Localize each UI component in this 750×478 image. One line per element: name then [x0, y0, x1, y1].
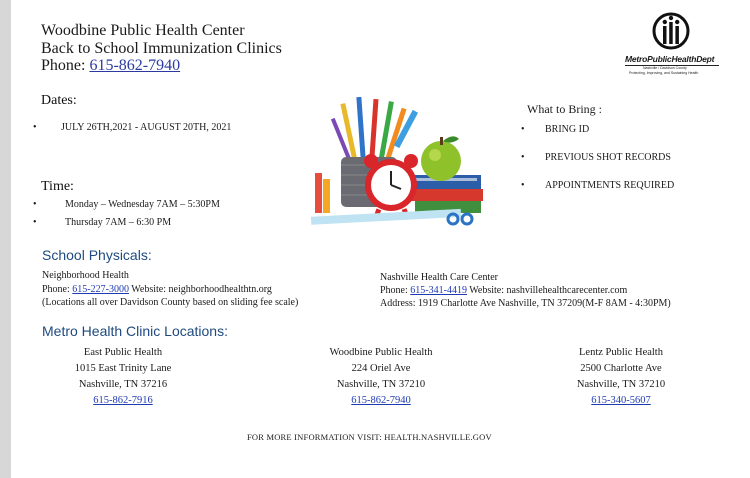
crayon-icon — [323, 179, 330, 213]
metro-health-logo — [621, 12, 721, 82]
metro-health-logo-icon — [651, 12, 691, 50]
physicals-left-name: Neighborhood Health — [42, 270, 129, 281]
crayon-icon — [315, 173, 322, 213]
time-item: Thursday 7AM – 6:30 PM — [65, 217, 172, 228]
clinic-street: 1015 East Trinity Lane — [74, 363, 172, 374]
flyer-page — [11, 0, 750, 478]
clinic-name: Woodbine Public Health — [329, 347, 433, 358]
physicals-left-note: (Locations all over Davidson County based on sliding fee scale) — [42, 297, 299, 308]
physicals-right-phone-link[interactable]: 615-341-4419 — [410, 285, 467, 296]
header-phone — [41, 57, 180, 75]
clinic-card-east — [33, 345, 213, 409]
dates-heading: Dates: — [41, 93, 77, 108]
clinic-city: Nashville, TN 37216 — [78, 379, 168, 390]
bring-item: PREVIOUS SHOT RECORDS — [545, 152, 671, 163]
clinic-card-woodbine — [291, 345, 471, 409]
physicals-left-website: Website: neighborhoodhealthtn.org — [131, 284, 272, 295]
physicals-right-address: Address: 1919 Charlotte Ave Nashville, TN 37209(M-F 8AM - 4:30PM) — [380, 298, 671, 309]
physicals-left-phone-label: Phone: — [42, 284, 70, 295]
header-title-line1: Woodbine Public Health Center — [41, 22, 245, 39]
physicals-right-contact — [380, 285, 627, 297]
logo-sub2: Protecting, Improving, and Sustaining Health — [629, 71, 699, 75]
clinic-name: East Public Health — [83, 347, 163, 358]
school-supplies-illustration — [303, 95, 488, 230]
time-bullet: • — [33, 217, 37, 228]
time-bullet: • — [33, 199, 37, 210]
dates-bullet: • — [33, 122, 37, 133]
clinic-phone-link[interactable]: 615-340-5607 — [591, 395, 651, 406]
logo-name: MetroPublicHealthDept — [625, 54, 715, 64]
time-heading: Time: — [41, 179, 74, 194]
bring-item: BRING ID — [545, 124, 590, 135]
clinic-street: 224 Oriel Ave — [351, 363, 411, 374]
clinic-city: Nashville, TN 37210 — [576, 379, 666, 390]
clinic-street: 2500 Charlotte Ave — [580, 363, 662, 374]
clinics-heading: Metro Health Clinic Locations: — [42, 323, 228, 339]
pencils-icon — [331, 97, 418, 163]
physicals-heading: School Physicals: — [42, 247, 152, 263]
header-title-line2: Back to School Immunization Clinics — [41, 40, 282, 57]
clinic-name: Lentz Public Health — [579, 347, 663, 358]
book-icon — [411, 189, 483, 201]
bring-bullet: • — [521, 152, 525, 163]
dates-item: JULY 26TH,2021 - AUGUST 20TH, 2021 — [61, 122, 232, 133]
time-item: Monday – Wednesday 7AM – 5:30PM — [65, 199, 220, 210]
header-phone-label: Phone: — [41, 57, 86, 74]
scissors-icon — [448, 214, 458, 224]
physicals-right-website: Website: nashvillehealthcarecenter.com — [469, 285, 628, 296]
physicals-left-phone-link[interactable]: 615-227-3000 — [72, 284, 129, 295]
physicals-right-phone-label: Phone: — [380, 285, 408, 296]
clinic-phone-link[interactable]: 615-862-7916 — [93, 395, 153, 406]
bring-bullet: • — [521, 124, 525, 135]
bring-item: APPOINTMENTS REQUIRED — [545, 180, 675, 191]
clinic-phone-link[interactable]: 615-862-7940 — [351, 395, 411, 406]
bring-bullet: • — [521, 180, 525, 191]
apple-icon — [421, 141, 461, 181]
clinic-card-lentz — [531, 345, 711, 409]
ruler-icon — [311, 209, 461, 225]
header-phone-link[interactable]: 615-862-7940 — [89, 57, 181, 74]
physicals-left-contact — [42, 284, 272, 296]
bring-heading: What to Bring : — [527, 102, 602, 116]
logo-sub1: Nashville / Davidson County — [643, 66, 687, 70]
footer-info: FOR MORE INFORMATION VISIT: HEALTH.NASHVILLE.GOV — [247, 432, 492, 442]
physicals-right-name: Nashville Health Care Center — [380, 272, 499, 283]
clinic-city: Nashville, TN 37210 — [336, 379, 426, 390]
